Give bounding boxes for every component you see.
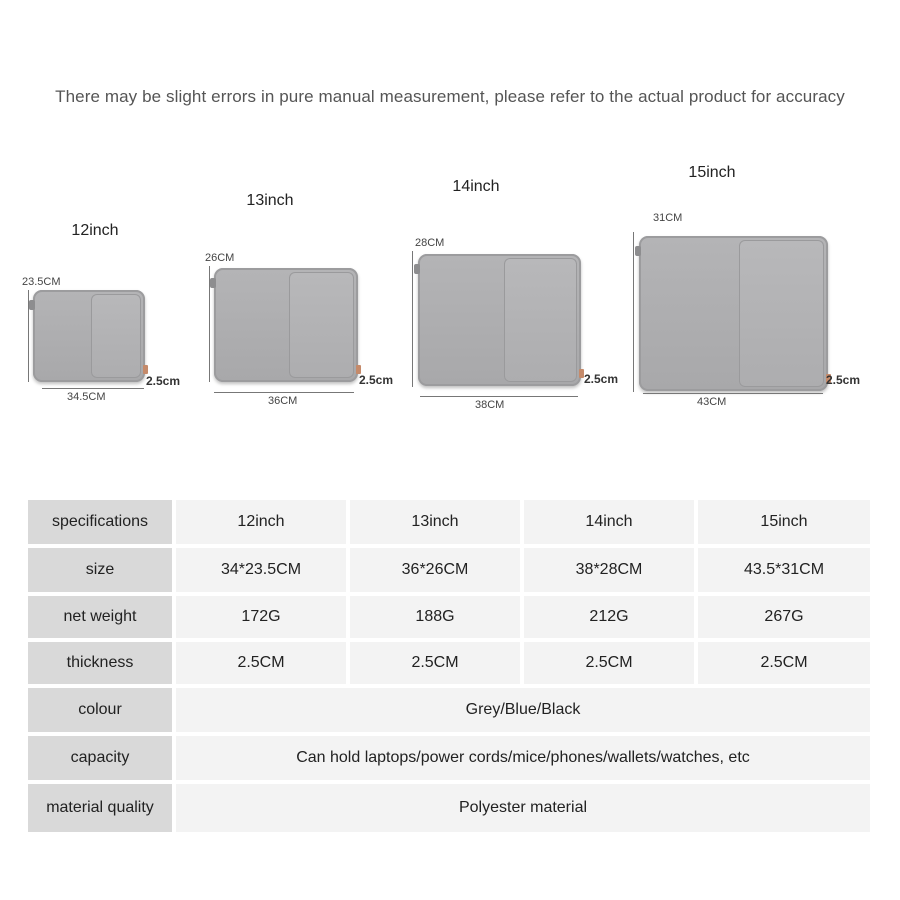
row-label: size xyxy=(28,546,174,594)
brand-tag xyxy=(143,365,148,374)
table-cell: 267G xyxy=(696,594,870,640)
table-cell: 15inch xyxy=(696,500,870,546)
table-cell: 13inch xyxy=(348,500,522,546)
height-line-14 xyxy=(412,251,413,387)
sleeve-image-13 xyxy=(214,268,358,382)
product-title-15: 15inch xyxy=(688,164,736,181)
height-label-13: 26CM xyxy=(205,252,235,264)
table-row-capacity xyxy=(28,734,870,782)
sleeve-pocket xyxy=(91,294,141,378)
table-cell: 188G xyxy=(348,594,522,640)
disclaimer-text: There may be slight errors in pure manual measurement, please refer to the actual product for accuracy xyxy=(55,87,845,106)
table-row-colour xyxy=(28,686,870,734)
table-cell: Grey/Blue/Black xyxy=(174,686,870,734)
table-cell: 43.5*31CM xyxy=(696,546,870,594)
sleeve-pocket xyxy=(289,272,354,378)
width-line-12 xyxy=(42,388,144,389)
height-label-14: 28CM xyxy=(415,237,445,249)
table-row-specifications xyxy=(28,500,870,546)
table-cell: Polyester material xyxy=(174,782,870,834)
width-label-12: 34.5CM xyxy=(67,391,106,403)
thickness-label-12: 2.5cm xyxy=(146,374,181,388)
table-cell: 14inch xyxy=(522,500,696,546)
table-cell: 2.5CM xyxy=(348,640,522,686)
width-label-13: 36CM xyxy=(268,395,298,407)
thickness-label-13: 2.5cm xyxy=(359,373,394,387)
table-cell: 2.5CM xyxy=(522,640,696,686)
width-line-15 xyxy=(643,393,823,394)
row-label: net weight xyxy=(28,594,174,640)
sleeve-pocket xyxy=(739,240,824,387)
row-label: material quality xyxy=(28,782,174,834)
sleeve-image-12 xyxy=(33,290,145,382)
height-label-12: 23.5CM xyxy=(22,276,61,288)
sleeve-image-15 xyxy=(639,236,828,391)
sleeve-pocket xyxy=(504,258,577,382)
width-line-14 xyxy=(420,396,578,397)
table-row-size xyxy=(28,546,870,594)
table-cell: 2.5CM xyxy=(174,640,348,686)
table-cell: 2.5CM xyxy=(696,640,870,686)
zipper-pull xyxy=(210,278,216,288)
row-label: capacity xyxy=(28,734,174,782)
row-label: colour xyxy=(28,686,174,734)
table-row-material xyxy=(28,782,870,834)
product-title-12: 12inch xyxy=(71,222,119,239)
table-cell: 172G xyxy=(174,594,348,640)
sleeve-image-14 xyxy=(418,254,581,386)
height-label-15: 31CM xyxy=(653,212,683,224)
table-cell: 12inch xyxy=(174,500,348,546)
product-title-13: 13inch xyxy=(246,192,294,209)
zipper-pull xyxy=(635,246,641,256)
thickness-label-15: 2.5cm xyxy=(826,373,861,387)
row-label: thickness xyxy=(28,640,174,686)
table-cell: Can hold laptops/power cords/mice/phones/wallets/watches, etc xyxy=(174,734,870,782)
spec-table xyxy=(28,500,870,836)
table-cell: 34*23.5CM xyxy=(174,546,348,594)
row-label: specifications xyxy=(28,500,174,546)
width-label-14: 38CM xyxy=(475,399,505,411)
table-cell: 38*28CM xyxy=(522,546,696,594)
table-cell: 212G xyxy=(522,594,696,640)
table-cell: 36*26CM xyxy=(348,546,522,594)
height-line-15 xyxy=(633,232,634,392)
thickness-label-14: 2.5cm xyxy=(584,372,619,386)
table-row-net-weight xyxy=(28,594,870,640)
product-title-14: 14inch xyxy=(452,178,500,195)
table-row-thickness xyxy=(28,640,870,686)
width-label-15: 43CM xyxy=(697,396,727,408)
zipper-pull xyxy=(29,300,35,310)
zipper-pull xyxy=(414,264,420,274)
width-line-13 xyxy=(214,392,354,393)
